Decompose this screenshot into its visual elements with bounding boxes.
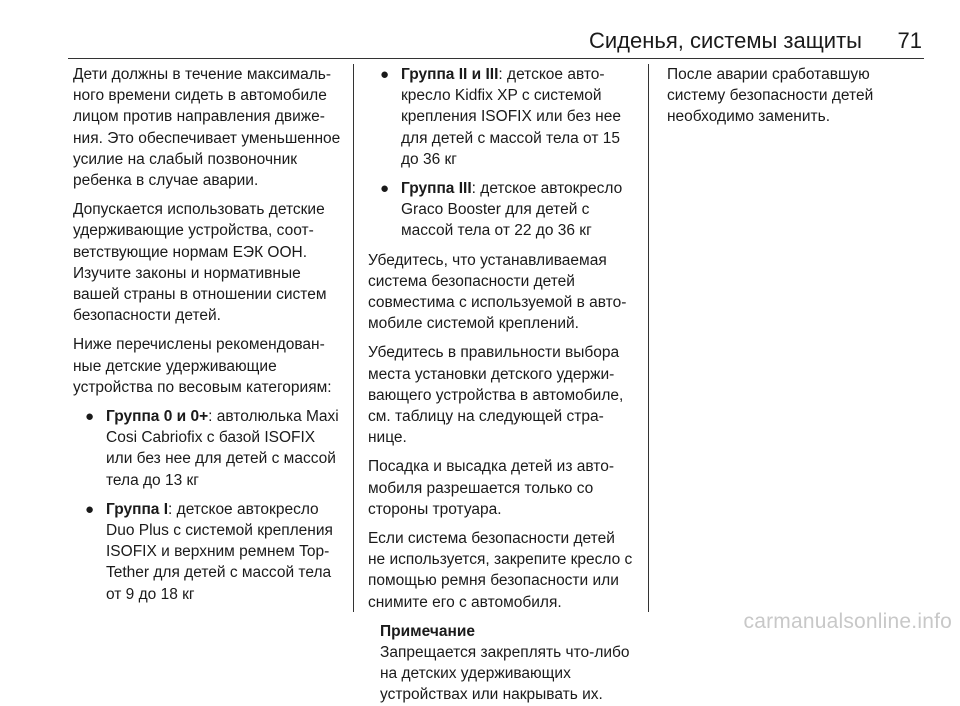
section-title: Сиденья, системы защиты [588,28,862,53]
note-text: Запрещается закреплять что-либо на детских удерживающих устройствах или накрывать их. [380,644,630,704]
group-description: : детское автокресло Duo Plus с системой крепления ISOFIX и верхним ремнем Top-Tether для детей с массой тела от 9 до 18 кг [106,500,333,603]
column-1 [73,64,345,613]
bullet-icon: ● [85,408,95,426]
paragraph-rear-facing: Дети должны в течение максимального времени сидеть в автомобиле лицом против направления движения. Это обеспечивает уменьшенное усилие на слабый позвоночник ребенка в случае аварии. [73,66,341,190]
group-description: : детское автокресло Graco Booster для детей с массой тела от 22 до 36 кг [401,180,623,240]
bullet-icon: ● [380,180,390,198]
note-title: Примечание [380,622,475,640]
bullet-icon: ● [380,66,390,83]
list-item [73,499,345,605]
list-item [73,406,345,491]
page-header [0,26,960,56]
paragraph-unused-seat: Если система безопасности детей не используется, закрепите кресло с помощью ремня безопасности или снимите его с автомобиля. [368,530,633,611]
watermark: carmanualsonline.info [743,610,952,633]
paragraph-recommended-list: Ниже перечислены рекомендованные детские удерживающие устройства по весовым категориям: [73,336,332,396]
paragraph-compatibility: Убедитесь, что устанавливаемая система безопасности детей совместима с используемой в автомобиле системой креплений. [368,251,627,333]
recommended-seats-list [73,406,345,605]
group-description: : детское автокресло Kidfix XP с системой крепления ISOFIX или без нее для детей с массой тела от 15 до 36 кг [401,66,621,168]
list-item [368,178,636,242]
list-item [368,64,636,170]
paragraph-sidewalk: Посадка и высадка детей из автомобиля разрешается только со стороны тротуара. [368,458,614,518]
group-label: Группа I [106,500,169,518]
paragraph-replace-after-crash: После аварии сработавшую систему безопасности детей необходимо заменить. [667,66,874,126]
column-3 [667,64,929,136]
column-2 [368,64,636,706]
group-label: Группа 0 и 0+ [106,408,209,426]
paragraph-ece-norms: Допускается использовать детские удерживающие устройства, соответствующие нормам ЕЭК ООН. Изучите законы и нормативные вашей страны в отношении систем безопасности детей. [73,201,327,325]
bullet-icon: ● [85,500,95,518]
column-divider-1 [353,64,354,612]
group-description: : автолюлька Maxi Cosi Cabriofix с базой ISOFIX или без нее для детей с массой тела до 13 кг [106,408,339,489]
page-number: 71 [897,28,922,53]
group-label: Группа II и III [401,66,499,83]
paragraph-seat-position: Убедитесь в правильности выбора места установки детского удерживающего устройства в автомобиле, см. таблицу на следующей странице. [368,344,624,447]
group-label: Группа III [401,180,472,198]
header-divider [68,58,924,59]
recommended-seats-list-continued [368,64,636,242]
note-block [368,621,636,706]
column-divider-2 [648,64,649,612]
